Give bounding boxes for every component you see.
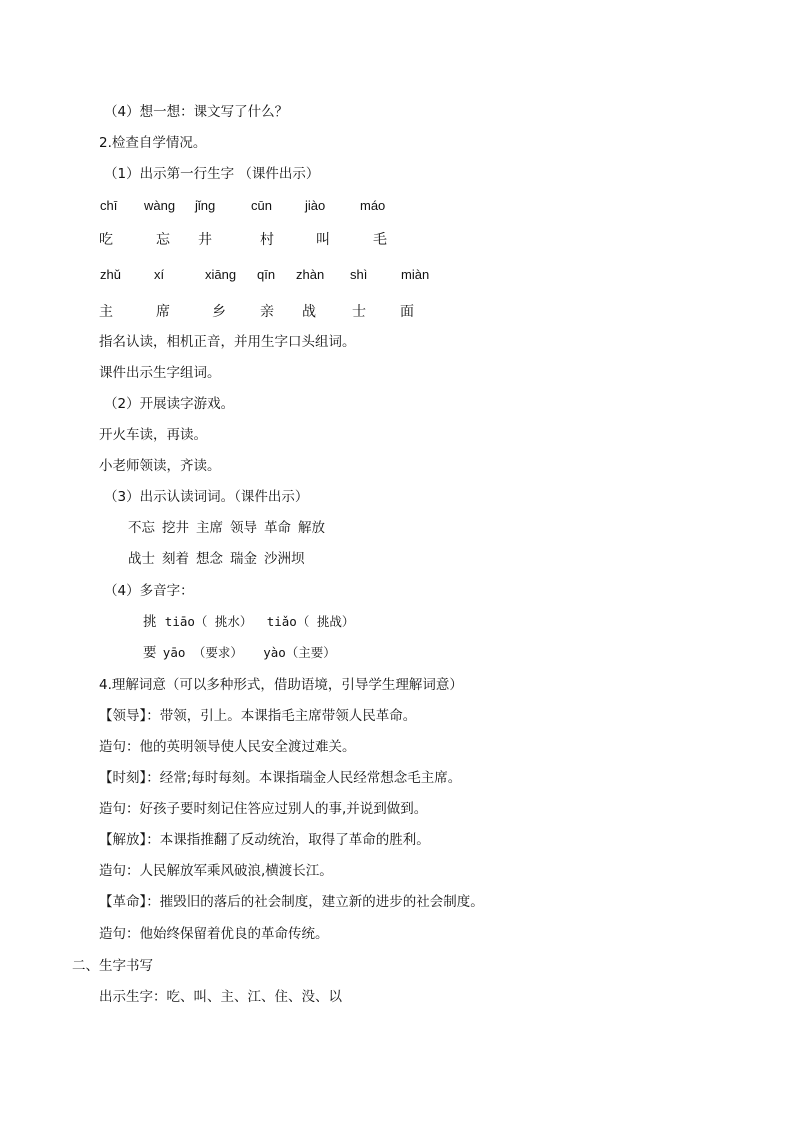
activity-game: （2）开展读字游戏。 (104, 396, 235, 412)
pinyin-cun: cūn (251, 198, 272, 213)
vocab-term: 【领导】 (99, 708, 147, 724)
word: 沙洲坝 (264, 551, 305, 567)
pinyin-xiang: xiāng (205, 267, 237, 282)
vocab-meaning: ：带领，引上。本课指毛主席带领人民革命。 (146, 708, 417, 724)
vocab-sentence: 造句：人民解放军乘风破浪,横渡长江。 (99, 863, 333, 879)
pinyin-mian: miàn (401, 267, 430, 282)
char-jiao: 叫 (316, 232, 330, 248)
pinyin-jiao: jiào (305, 198, 326, 213)
word: 领导 (230, 520, 257, 536)
step-show-row1: （1）出示第一行生字 （课件出示） (104, 166, 320, 182)
word: 解放 (298, 520, 325, 536)
char-zhan: 战 (302, 304, 316, 320)
char-wang: 忘 (156, 232, 170, 248)
char-cun: 村 (260, 232, 274, 248)
char-qin: 亲 (260, 304, 274, 320)
vocab-title: 4.理解词意（可以多种形式，借助语境，引导学生理解词意） (99, 677, 463, 693)
vocab-meaning: ：摧毁旧的落后的社会制度，建立新的进步的社会制度。 (146, 894, 484, 910)
word: 战士 (128, 551, 155, 567)
vocab-definition (99, 708, 416, 724)
polyphone-tiao (143, 614, 354, 630)
word: 挖井 (162, 520, 189, 536)
polyphone-reading: tiǎo（ 挑战） (266, 614, 355, 629)
pinyin-xi: xí (154, 267, 165, 282)
activity-courseware: 课件出示生字组词。 (99, 365, 221, 381)
char-mao: 毛 (373, 232, 387, 248)
pinyin-chi: chī (100, 198, 118, 213)
word: 刻着 (162, 551, 189, 567)
activity-train: 开火车读，再读。 (99, 427, 207, 443)
words-row-1 (128, 520, 332, 536)
pinyin-jing: jǐng (195, 198, 216, 213)
words-row-2 (128, 551, 312, 567)
vocab-definition (99, 894, 484, 910)
vocab-term: 【解放】 (99, 832, 147, 848)
word: 瑞金 (230, 551, 257, 567)
pinyin-qin: qīn (257, 267, 276, 282)
polyphone-yao (143, 645, 336, 661)
char-jing: 井 (198, 232, 212, 248)
vocab-term: 【时刻】 (99, 770, 147, 786)
word: 不忘 (128, 520, 155, 536)
words-title: （3）出示认读词词。（课件出示） (104, 489, 309, 505)
vocab-term: 【革命】 (99, 894, 147, 910)
vocab-meaning: ：本课指推翻了反动统治，取得了革命的胜利。 (146, 832, 430, 848)
pinyin-mao: máo (360, 198, 386, 213)
step-think: （4）想一想：课文写了什么？ (104, 104, 289, 120)
polyphone-title: （4）多音字： (104, 583, 194, 599)
writing-show: 出示生字：吃、叫、主、江、住、没、以 (99, 989, 342, 1005)
polyphone-char: 要 (143, 645, 157, 661)
activity-little-teacher: 小老师领读，齐读。 (99, 458, 221, 474)
vocab-sentence: 造句：他的英明领导使人民安全渡过难关。 (99, 739, 356, 755)
vocab-definition (99, 832, 430, 848)
vocab-sentence: 造句：他始终保留着优良的革命传统。 (99, 926, 329, 942)
polyphone-reading: tiāo（ 挑水） (164, 614, 253, 629)
pinyin-zhu: zhǔ (100, 267, 121, 282)
word: 革命 (264, 520, 291, 536)
step-check: 2.检查自学情况。 (99, 135, 207, 151)
char-shi: 士 (352, 304, 366, 320)
polyphone-reading: yào（主要） (263, 645, 336, 660)
char-mian: 面 (400, 304, 414, 320)
pinyin-wang: wàng (144, 198, 176, 213)
char-zhu: 主 (99, 304, 113, 320)
polyphone-char: 挑 (143, 614, 157, 630)
word: 主席 (196, 520, 223, 536)
char-xi: 席 (156, 304, 170, 320)
char-xiang: 乡 (212, 304, 226, 320)
pinyin-zhan: zhàn (296, 267, 325, 282)
pinyin-shi: shì (350, 267, 368, 282)
polyphone-reading: yāo （要求） (162, 645, 243, 660)
section-heading: 二、生字书写 (72, 958, 153, 974)
char-chi: 吃 (99, 232, 113, 248)
vocab-meaning: ：经常;每时每刻。本课指瑞金人民经常想念毛主席。 (146, 770, 462, 786)
vocab-definition (99, 770, 461, 786)
vocab-sentence: 造句：好孩子要时刻记住答应过别人的事,并说到做到。 (99, 801, 428, 817)
activity-read-call: 指名认读，相机正音，并用生字口头组词。 (99, 334, 356, 350)
word: 想念 (196, 551, 223, 567)
